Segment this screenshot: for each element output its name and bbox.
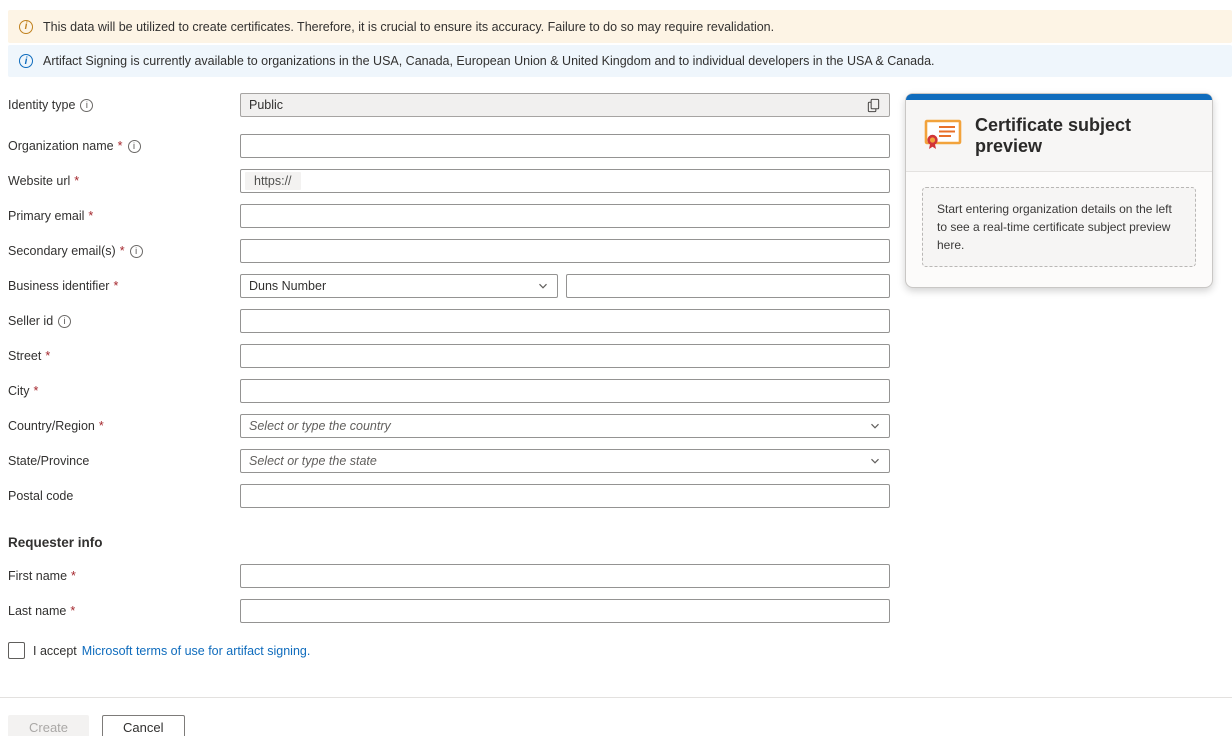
state-select[interactable]	[240, 449, 890, 473]
website-url-label: Website url	[8, 174, 71, 188]
info-icon[interactable]: i	[80, 99, 93, 112]
country-select[interactable]	[240, 414, 890, 438]
info-icon[interactable]: i	[128, 140, 141, 153]
certificate-subject-preview-card	[905, 93, 1213, 288]
business-identifier-label: Business identifier	[8, 279, 110, 293]
required-mark: *	[45, 349, 51, 363]
last-name-label: Last name	[8, 604, 67, 618]
info-icon: i	[19, 54, 33, 68]
preview-placeholder-box: Start entering organization details on the left to see a real-time certificate subject preview here.	[922, 187, 1196, 267]
website-url-field	[240, 169, 890, 193]
secondary-email-label: Secondary email(s)	[8, 244, 116, 258]
required-mark: *	[98, 419, 104, 433]
website-url-input[interactable]	[307, 171, 881, 191]
city-label: City	[8, 384, 30, 398]
organization-name-label: Organization name	[8, 139, 114, 153]
footer-divider	[0, 697, 1232, 698]
terms-text: I accept	[33, 643, 77, 658]
info-banner	[8, 45, 1232, 77]
secondary-email-input[interactable]	[240, 239, 890, 263]
business-identifier-selected: Duns Number	[249, 279, 327, 293]
identity-type-value: Public	[249, 98, 284, 112]
last-name-input[interactable]	[240, 599, 890, 623]
info-icon[interactable]: i	[58, 315, 71, 328]
business-identifier-value-input[interactable]	[566, 274, 890, 298]
cancel-button[interactable]: Cancel	[102, 715, 184, 736]
chevron-down-icon	[869, 420, 881, 432]
business-identifier-type-select[interactable]	[240, 274, 558, 298]
chevron-down-icon	[537, 280, 549, 292]
required-mark: *	[117, 139, 123, 153]
warning-banner	[8, 10, 1232, 43]
field-row-postal-code	[8, 484, 1232, 508]
info-banner-text: Artifact Signing is currently available to organizations in the USA, Canada, European Union & United Kingdom and to individual developers in the USA & Canada.	[43, 54, 935, 68]
city-input[interactable]	[240, 379, 890, 403]
info-icon: i	[19, 20, 33, 34]
postal-code-label: Postal code	[8, 489, 74, 503]
first-name-input[interactable]	[240, 564, 890, 588]
primary-email-input[interactable]	[240, 204, 890, 228]
warning-banner-text: This data will be utilized to create certificates. Therefore, it is crucial to ensure its accuracy. Failure to do so may require revalidation.	[43, 19, 775, 34]
seller-id-input[interactable]	[240, 309, 890, 333]
country-placeholder: Select or type the country	[249, 419, 391, 433]
field-row-city	[8, 379, 1232, 403]
url-prefix-chip: https://	[245, 172, 301, 190]
required-mark: *	[88, 209, 94, 223]
required-mark: *	[119, 244, 125, 258]
identity-type-input	[240, 93, 890, 117]
country-label: Country/Region	[8, 419, 95, 433]
required-mark: *	[74, 174, 80, 188]
organization-name-input[interactable]	[240, 134, 890, 158]
chevron-down-icon	[869, 455, 881, 467]
state-placeholder: Select or type the state	[249, 454, 377, 468]
state-label: State/Province	[8, 454, 90, 468]
field-row-street	[8, 344, 1232, 368]
required-mark: *	[113, 279, 119, 293]
identity-type-label: Identity type	[8, 98, 76, 112]
required-mark: *	[71, 569, 76, 583]
field-row-country	[8, 414, 1232, 438]
info-icon[interactable]: i	[130, 245, 143, 258]
field-row-state	[8, 449, 1232, 473]
required-mark: *	[33, 384, 39, 398]
terms-row	[8, 642, 1232, 659]
field-row-first-name	[8, 564, 1232, 588]
first-name-label: First name	[8, 569, 68, 583]
field-row-last-name	[8, 599, 1232, 623]
footer-actions	[8, 715, 1232, 736]
seller-id-label: Seller id	[8, 314, 54, 328]
requester-info-heading: Requester info	[8, 535, 103, 550]
certificate-icon	[924, 119, 962, 153]
terms-checkbox[interactable]	[8, 642, 25, 659]
required-mark: *	[70, 604, 76, 618]
primary-email-label: Primary email	[8, 209, 85, 223]
copy-icon[interactable]	[866, 98, 881, 113]
card-title: Certificate subject preview	[975, 115, 1132, 156]
field-row-seller-id	[8, 309, 1232, 333]
terms-link[interactable]: Microsoft terms of use for artifact signing.	[81, 643, 311, 658]
street-label: Street	[8, 349, 42, 363]
create-button[interactable]: Create	[8, 715, 89, 736]
postal-code-input[interactable]	[240, 484, 890, 508]
street-input[interactable]	[240, 344, 890, 368]
